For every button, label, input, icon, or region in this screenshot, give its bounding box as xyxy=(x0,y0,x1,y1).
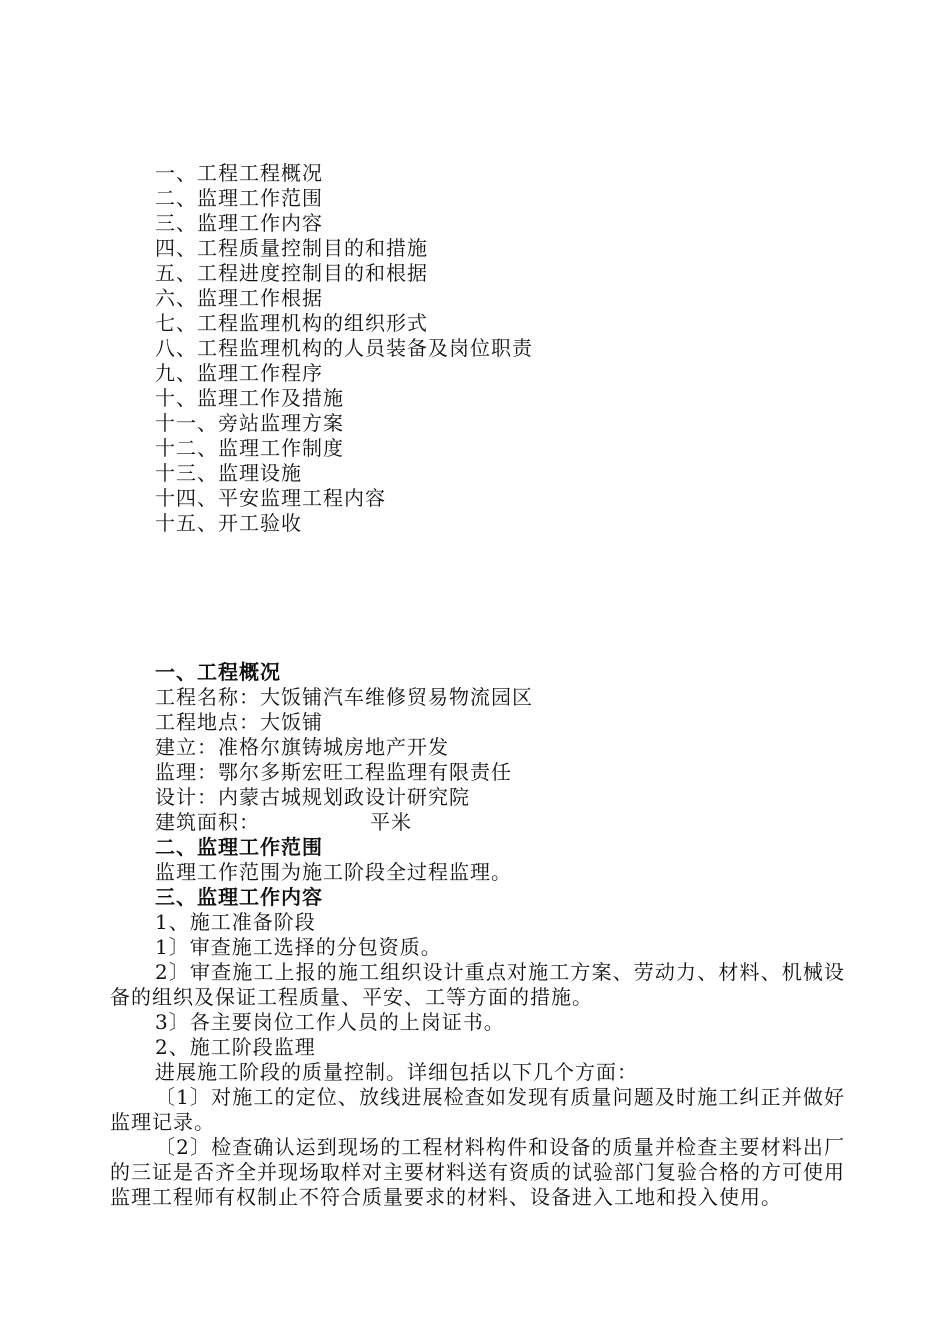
project-name: 工程名称：大饭铺汽车维修贸易物流园区 xyxy=(155,685,533,709)
list-item: 3〕各主要岗位工作人员的上岗证书。 xyxy=(155,1010,505,1034)
toc-item: 二、监理工作范围 xyxy=(155,186,323,210)
section-heading: 一、工程概况 xyxy=(155,660,281,684)
list-item: 1〕审查施工选择的分包资质。 xyxy=(155,935,442,959)
toc-item: 九、监理工作程序 xyxy=(155,361,323,385)
paragraph: 监理工作范围为施工阶段全过程监理。 xyxy=(155,860,512,884)
project-builder: 建立：准格尔旗铸城房地产开发 xyxy=(155,735,449,759)
toc-item: 十五、开工验收 xyxy=(155,511,302,535)
toc-item: 四、工程质量控制目的和措施 xyxy=(155,236,428,260)
toc-item: 十、监理工作及措施 xyxy=(155,386,344,410)
project-designer: 设计：内蒙古城规划政设计研究院 xyxy=(155,785,470,809)
section-heading: 三、监理工作内容 xyxy=(155,885,323,909)
toc-item: 十三、监理设施 xyxy=(155,461,302,485)
paragraph: 〔2〕检查确认运到现场的工程材料构件和设备的质量并检查主要材料出厂的三证是否齐全并现场取样对主要材料送有资质的试验部门复验合格的方可使用监理工程师有权制止不符合质量要求的材料、设备进入工地和投入使用。 xyxy=(110,1135,845,1209)
paragraph: 进展施工阶段的质量控制。详细包括以下几个方面： xyxy=(155,1060,638,1084)
building-area-label: 建筑面积： xyxy=(155,810,260,834)
building-area-unit: 平米 xyxy=(370,810,412,834)
subsection-heading: 2、施工阶段监理 xyxy=(155,1035,316,1059)
toc-item: 七、工程监理机构的组织形式 xyxy=(155,311,428,335)
toc-item: 十四、平安监理工程内容 xyxy=(155,486,386,510)
toc-item: 十二、监理工作制度 xyxy=(155,436,344,460)
toc-item: 八、工程监理机构的人员装备及岗位职责 xyxy=(155,336,533,360)
toc-item: 六、监理工作根据 xyxy=(155,286,323,310)
document-body xyxy=(110,660,845,1210)
toc-item: 一、工程工程概况 xyxy=(155,161,323,185)
list-item: 2〕审查施工上报的施工组织设计重点对施工方案、劳动力、材料、机械设备的组织及保证工程质量、平安、工等方面的措施。 xyxy=(110,960,845,1009)
project-location: 工程地点：大饭铺 xyxy=(155,710,323,734)
section-heading: 二、监理工作范围 xyxy=(155,835,323,859)
building-area xyxy=(110,810,845,835)
toc-item: 三、监理工作内容 xyxy=(155,211,323,235)
table-of-contents xyxy=(155,161,533,536)
project-supervisor: 监理：鄂尔多斯宏旺工程监理有限责任 xyxy=(155,760,512,784)
toc-item: 五、工程进度控制目的和根据 xyxy=(155,261,428,285)
paragraph: 〔1〕对施工的定位、放线进展检查如发现有质量问题及时施工纠正并做好监理记录。 xyxy=(110,1085,845,1134)
subsection-heading: 1、施工准备阶段 xyxy=(155,910,316,934)
toc-item: 十一、旁站监理方案 xyxy=(155,411,344,435)
